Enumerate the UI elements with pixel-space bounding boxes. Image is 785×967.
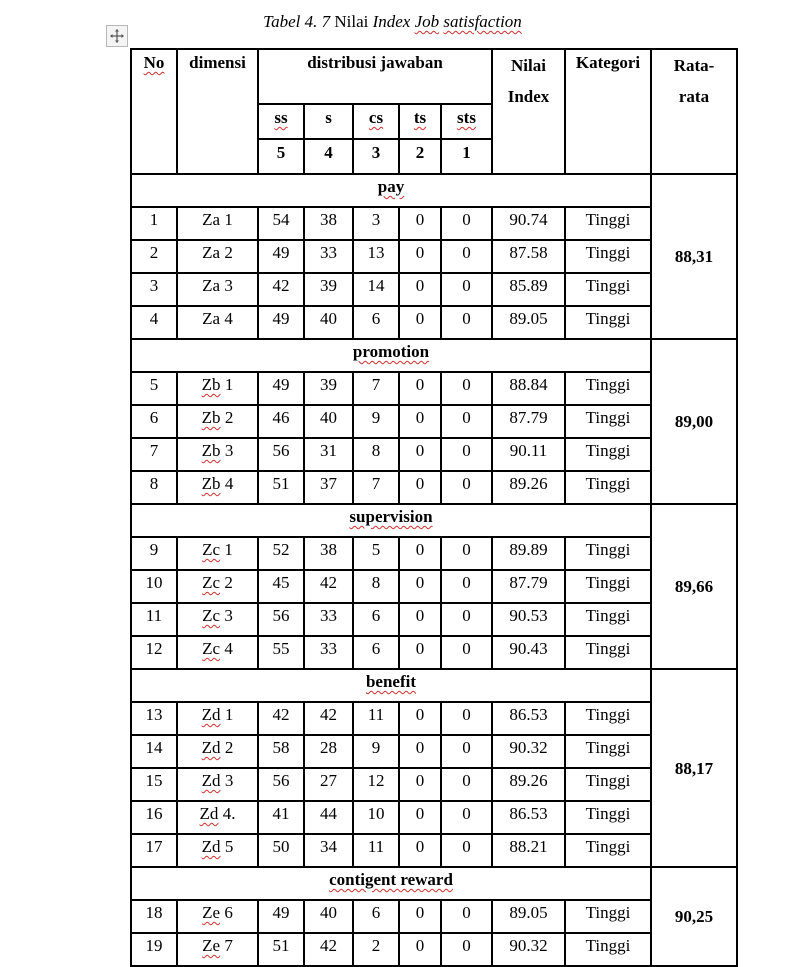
cell-dim: Za 1 [177,207,258,240]
cell-cs: 13 [353,240,399,273]
cell-s: 40 [304,900,353,933]
cell-sts: 0 [441,537,492,570]
table-row [131,570,737,603]
cell-cs: 7 [353,471,399,504]
cell-cs: 2 [353,933,399,966]
cell-ss: 58 [258,735,304,768]
cell-cs: 6 [353,603,399,636]
cell-ts: 0 [399,537,441,570]
cell-kategori: Tinggi [565,570,651,603]
cell-index: 86.53 [492,801,565,834]
cell-index: 89.26 [492,768,565,801]
cell-index: 90.74 [492,207,565,240]
header-kategori: Kategori [565,49,651,174]
cell-sts: 0 [441,372,492,405]
cell-s: 31 [304,438,353,471]
cell-dim: Zc 2 [177,570,258,603]
cell-dim: Ze 7 [177,933,258,966]
cell-s: 28 [304,735,353,768]
cell-s: 33 [304,240,353,273]
cell-index: 89.89 [492,537,565,570]
cell-ts: 0 [399,702,441,735]
cell-kategori: Tinggi [565,273,651,306]
cell-ts: 0 [399,240,441,273]
cell-s: 37 [304,471,353,504]
cell-s: 33 [304,636,353,669]
cell-cs: 7 [353,372,399,405]
table-body [131,174,737,966]
group-row [131,174,737,207]
cell-ss: 49 [258,306,304,339]
cell-sts: 0 [441,471,492,504]
cell-dim: Za 4 [177,306,258,339]
group-average: 88,31 [651,174,737,339]
cell-dim: Zb 2 [177,405,258,438]
cell-no: 4 [131,306,177,339]
group-average: 89,66 [651,504,737,669]
cell-dim: Zb 4 [177,471,258,504]
cell-ss: 51 [258,471,304,504]
cell-no: 18 [131,900,177,933]
score-1: 1 [441,139,492,174]
score-5: 5 [258,139,304,174]
cell-s: 40 [304,405,353,438]
table-row [131,834,737,867]
cell-no: 6 [131,405,177,438]
cell-kategori: Tinggi [565,735,651,768]
cell-cs: 11 [353,834,399,867]
cell-cs: 11 [353,702,399,735]
cell-ts: 0 [399,768,441,801]
cell-cs: 14 [353,273,399,306]
cell-ss: 49 [258,240,304,273]
table-row [131,801,737,834]
table-row [131,768,737,801]
cell-ss: 49 [258,900,304,933]
table-move-handle[interactable] [106,25,128,47]
cell-ts: 0 [399,834,441,867]
cell-cs: 6 [353,306,399,339]
cell-cs: 9 [353,405,399,438]
cell-index: 89.05 [492,900,565,933]
cell-sts: 0 [441,900,492,933]
cell-dim: Zd 4. [177,801,258,834]
cell-sts: 0 [441,273,492,306]
cell-s: 27 [304,768,353,801]
table-row [131,207,737,240]
group-title: benefit [131,669,651,702]
cell-sts: 0 [441,834,492,867]
cell-kategori: Tinggi [565,438,651,471]
cell-ss: 55 [258,636,304,669]
cell-ss: 41 [258,801,304,834]
caption-label: Tabel 4. 7 [263,12,331,31]
cell-sts: 0 [441,438,492,471]
cell-index: 87.58 [492,240,565,273]
cell-index: 88.84 [492,372,565,405]
cell-s: 42 [304,702,353,735]
cell-ts: 0 [399,405,441,438]
cell-s: 42 [304,933,353,966]
cell-sts: 0 [441,603,492,636]
cell-s: 38 [304,537,353,570]
subheader-ts: ts [399,104,441,139]
cell-s: 40 [304,306,353,339]
cell-no: 2 [131,240,177,273]
cell-index: 90.32 [492,933,565,966]
cell-cs: 12 [353,768,399,801]
cell-dim: Zc 3 [177,603,258,636]
cell-ss: 54 [258,207,304,240]
cell-no: 9 [131,537,177,570]
cell-kategori: Tinggi [565,207,651,240]
cell-cs: 6 [353,900,399,933]
cell-index: 87.79 [492,405,565,438]
table-row [131,471,737,504]
subheader-s: s [304,104,353,139]
group-title: promotion [131,339,651,372]
cell-sts: 0 [441,801,492,834]
table-row [131,537,737,570]
cell-ss: 42 [258,273,304,306]
cell-ss: 56 [258,438,304,471]
caption-satisfaction: satisfaction [443,12,522,31]
caption-text: Nilai [330,12,373,31]
cell-kategori: Tinggi [565,933,651,966]
cell-dim: Za 2 [177,240,258,273]
cell-ss: 45 [258,570,304,603]
cell-ts: 0 [399,636,441,669]
cell-sts: 0 [441,570,492,603]
subheader-cs: cs [353,104,399,139]
header-nilai-index: Nilai Index [492,49,565,174]
cell-index: 89.05 [492,306,565,339]
cell-ts: 0 [399,801,441,834]
cell-no: 12 [131,636,177,669]
cell-s: 44 [304,801,353,834]
header-no: No [131,49,177,174]
cell-index: 90.32 [492,735,565,768]
cell-no: 15 [131,768,177,801]
cell-ts: 0 [399,438,441,471]
table-row [131,438,737,471]
cell-sts: 0 [441,207,492,240]
cell-ts: 0 [399,306,441,339]
cell-sts: 0 [441,702,492,735]
cell-no: 16 [131,801,177,834]
cell-cs: 9 [353,735,399,768]
table-row [131,933,737,966]
cell-index: 90.53 [492,603,565,636]
group-average: 89,00 [651,339,737,504]
table-row [131,900,737,933]
header-dimensi: dimensi [177,49,258,174]
score-3: 3 [353,139,399,174]
subheader-sts: sts [441,104,492,139]
score-4: 4 [304,139,353,174]
cell-kategori: Tinggi [565,801,651,834]
cell-dim: Za 3 [177,273,258,306]
cell-index: 86.53 [492,702,565,735]
caption-job: Job [414,12,440,31]
group-row [131,504,737,537]
cell-index: 90.43 [492,636,565,669]
cell-dim: Zc 4 [177,636,258,669]
cell-ss: 49 [258,372,304,405]
cell-kategori: Tinggi [565,768,651,801]
table-row [131,636,737,669]
cell-dim: Zc 1 [177,537,258,570]
cell-sts: 0 [441,405,492,438]
cell-s: 34 [304,834,353,867]
cell-no: 7 [131,438,177,471]
header-rata-rata: Rata- rata [651,49,737,174]
cell-index: 90.11 [492,438,565,471]
cell-dim: Zd 2 [177,735,258,768]
cell-kategori: Tinggi [565,537,651,570]
cell-no: 14 [131,735,177,768]
cell-no: 5 [131,372,177,405]
cell-ts: 0 [399,900,441,933]
cell-sts: 0 [441,306,492,339]
cell-no: 19 [131,933,177,966]
cell-s: 33 [304,603,353,636]
cell-no: 3 [131,273,177,306]
score-2: 2 [399,139,441,174]
table-row [131,702,737,735]
cell-s: 42 [304,570,353,603]
cell-cs: 8 [353,438,399,471]
cell-ts: 0 [399,603,441,636]
table-row [131,735,737,768]
cell-kategori: Tinggi [565,900,651,933]
cell-index: 87.79 [492,570,565,603]
group-title: contigent reward [131,867,651,900]
cell-kategori: Tinggi [565,306,651,339]
table-row [131,372,737,405]
group-title: pay [131,174,651,207]
cell-ss: 46 [258,405,304,438]
cell-no: 10 [131,570,177,603]
cell-sts: 0 [441,240,492,273]
cell-ts: 0 [399,471,441,504]
cell-sts: 0 [441,636,492,669]
group-average: 90,25 [651,867,737,966]
move-arrows-icon [109,28,125,44]
cell-s: 38 [304,207,353,240]
cell-dim: Zd 1 [177,702,258,735]
cell-index: 85.89 [492,273,565,306]
cell-no: 17 [131,834,177,867]
job-satisfaction-table [130,48,738,967]
group-row [131,669,737,702]
cell-ss: 50 [258,834,304,867]
subheader-ss: ss [258,104,304,139]
cell-ts: 0 [399,273,441,306]
cell-s: 39 [304,273,353,306]
cell-ss: 56 [258,768,304,801]
cell-index: 88.21 [492,834,565,867]
cell-index: 89.26 [492,471,565,504]
cell-cs: 6 [353,636,399,669]
cell-kategori: Tinggi [565,372,651,405]
cell-dim: Zb 1 [177,372,258,405]
cell-kategori: Tinggi [565,471,651,504]
cell-dim: Ze 6 [177,900,258,933]
cell-ss: 42 [258,702,304,735]
cell-cs: 8 [353,570,399,603]
cell-no: 13 [131,702,177,735]
cell-ts: 0 [399,933,441,966]
cell-kategori: Tinggi [565,240,651,273]
cell-cs: 5 [353,537,399,570]
table-row [131,240,737,273]
cell-s: 39 [304,372,353,405]
cell-kategori: Tinggi [565,702,651,735]
header-distribusi: distribusi jawaban [258,49,492,104]
cell-ts: 0 [399,207,441,240]
cell-kategori: Tinggi [565,636,651,669]
cell-dim: Zb 3 [177,438,258,471]
cell-ss: 51 [258,933,304,966]
cell-sts: 0 [441,768,492,801]
cell-no: 1 [131,207,177,240]
table-row [131,405,737,438]
group-average: 88,17 [651,669,737,867]
cell-cs: 3 [353,207,399,240]
cell-dim: Zd 3 [177,768,258,801]
cell-sts: 0 [441,735,492,768]
cell-kategori: Tinggi [565,405,651,438]
cell-dim: Zd 5 [177,834,258,867]
table-row [131,273,737,306]
cell-kategori: Tinggi [565,603,651,636]
caption-index: Index [372,12,411,31]
group-row [131,867,737,900]
group-title: supervision [131,504,651,537]
cell-ts: 0 [399,570,441,603]
cell-ts: 0 [399,735,441,768]
group-row [131,339,737,372]
cell-cs: 10 [353,801,399,834]
cell-no: 11 [131,603,177,636]
table-row [131,603,737,636]
table-row [131,306,737,339]
cell-ss: 52 [258,537,304,570]
cell-ts: 0 [399,372,441,405]
cell-kategori: Tinggi [565,834,651,867]
cell-sts: 0 [441,933,492,966]
cell-no: 8 [131,471,177,504]
cell-ss: 56 [258,603,304,636]
